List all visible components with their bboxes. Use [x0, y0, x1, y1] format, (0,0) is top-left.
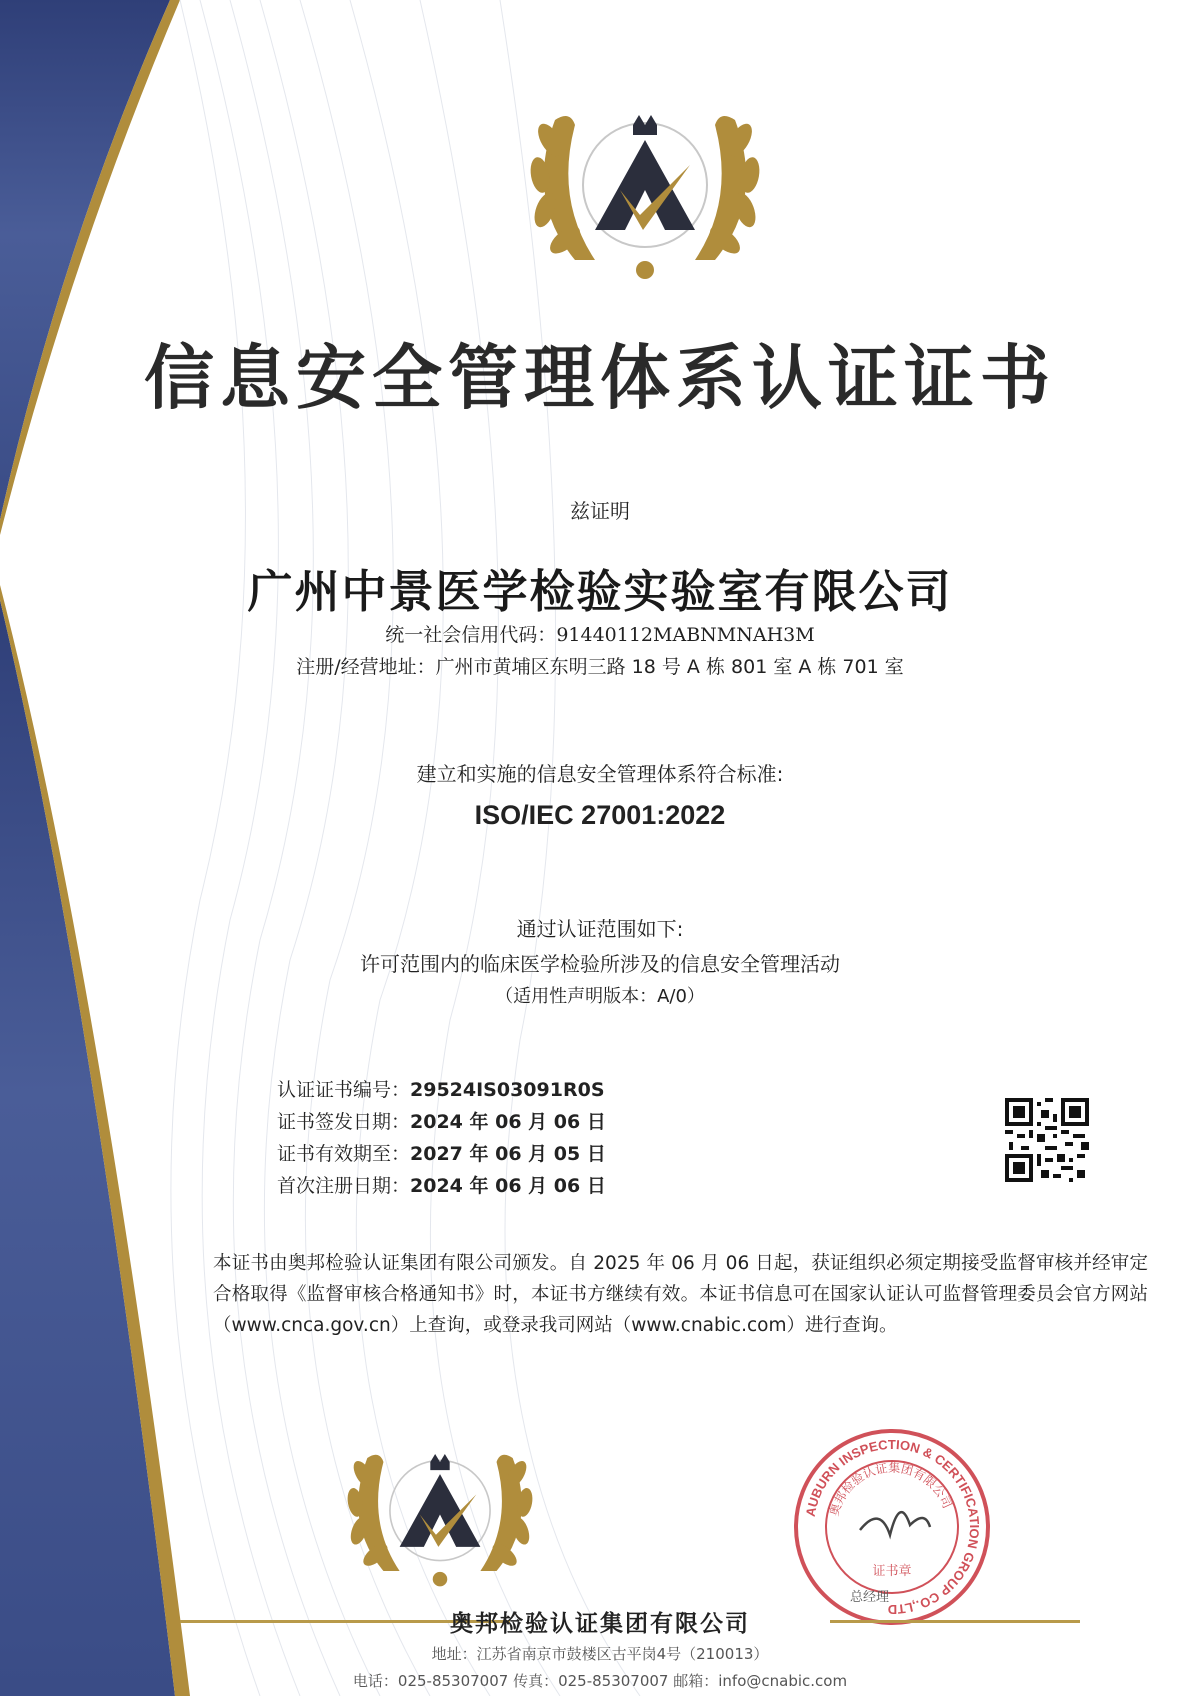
detail-value: 2024 年 06 月 06 日: [410, 1111, 606, 1133]
certificate-details: [277, 1074, 606, 1202]
detail-row: [277, 1106, 606, 1138]
footer-contact: 电话：025-85307007 传真：025-85307007 邮箱：info@cnabic.com: [352, 1672, 848, 1690]
footer-address: 地址：江苏省南京市鼓楼区古平岗4号（210013）: [431, 1645, 769, 1663]
seal-stamp-label: 证书章: [872, 1564, 912, 1579]
standard-code: ISO/IEC 27001:2022: [474, 800, 726, 830]
certificate-title: 信息安全管理体系认证证书: [144, 336, 1056, 419]
detail-label: 首次注册日期：: [277, 1175, 411, 1197]
detail-label: 证书签发日期：: [277, 1111, 411, 1133]
certify-intro: 兹证明: [570, 499, 630, 523]
laurel-crest-logo: [515, 80, 775, 295]
qr-code[interactable]: [1005, 1098, 1089, 1182]
address-value: 广州市黄埔区东明三路 18 号 A 栋 801 室 A 栋 701 室: [435, 656, 904, 678]
credit-code-value: 91440112MABNMNAH3M: [556, 624, 815, 646]
detail-value: 2024 年 06 月 06 日: [410, 1175, 606, 1197]
detail-label: 认证证书编号：: [277, 1079, 411, 1101]
signer-title: 总经理: [850, 1590, 890, 1605]
scope-version: （适用性声明版本：A/0）: [495, 986, 705, 1007]
seal-inner-text: 奥邦检验认证集团有限公司: [827, 1460, 955, 1518]
detail-value: 2027 年 06 月 05 日: [410, 1143, 606, 1165]
detail-row: [277, 1074, 606, 1106]
scope-text: 许可范围内的临床医学检验所涉及的信息安全管理活动: [360, 952, 840, 976]
seal-outer-text: AUBURN INSPECTION & CERTIFICATION GROUP CO.,LTD: [802, 1436, 983, 1618]
credit-code-line: [0, 620, 1200, 647]
detail-row: [277, 1170, 606, 1202]
address-line: [0, 652, 1200, 679]
standard-intro: 建立和实施的信息安全管理体系符合标准:: [416, 762, 784, 786]
certificate-notice: 本证书由奥邦检验认证集团有限公司颁发。自 2025 年 06 月 06 日起，获证组织必须定期接受监督审核并经审定合格取得《监督审核合格通知书》时，本证书方继续有效。本证书信息可在国家认证认可监督管理委员会官方网站（www.cnca.gov.cn）上查询，或登录我司网站（www.cnabic.com）进行查询。: [213, 1253, 1148, 1336]
footer-company: 奥邦检验认证集团有限公司: [450, 1611, 750, 1637]
svg-text:奥邦检验认证集团有限公司: [826, 1460, 954, 1518]
detail-row: [277, 1138, 606, 1170]
address-label: 注册/经营地址：: [296, 656, 436, 678]
company-name: 广州中景医学检验实验室有限公司: [247, 565, 953, 618]
credit-code-label: 统一社会信用代码：: [385, 624, 557, 646]
official-seal: [790, 1425, 995, 1630]
detail-value: 29524IS03091R0S: [410, 1079, 605, 1101]
scope-intro: 通过认证范围如下:: [516, 917, 684, 941]
detail-label: 证书有效期至：: [277, 1143, 411, 1165]
laurel-crest-logo: [335, 1425, 545, 1600]
